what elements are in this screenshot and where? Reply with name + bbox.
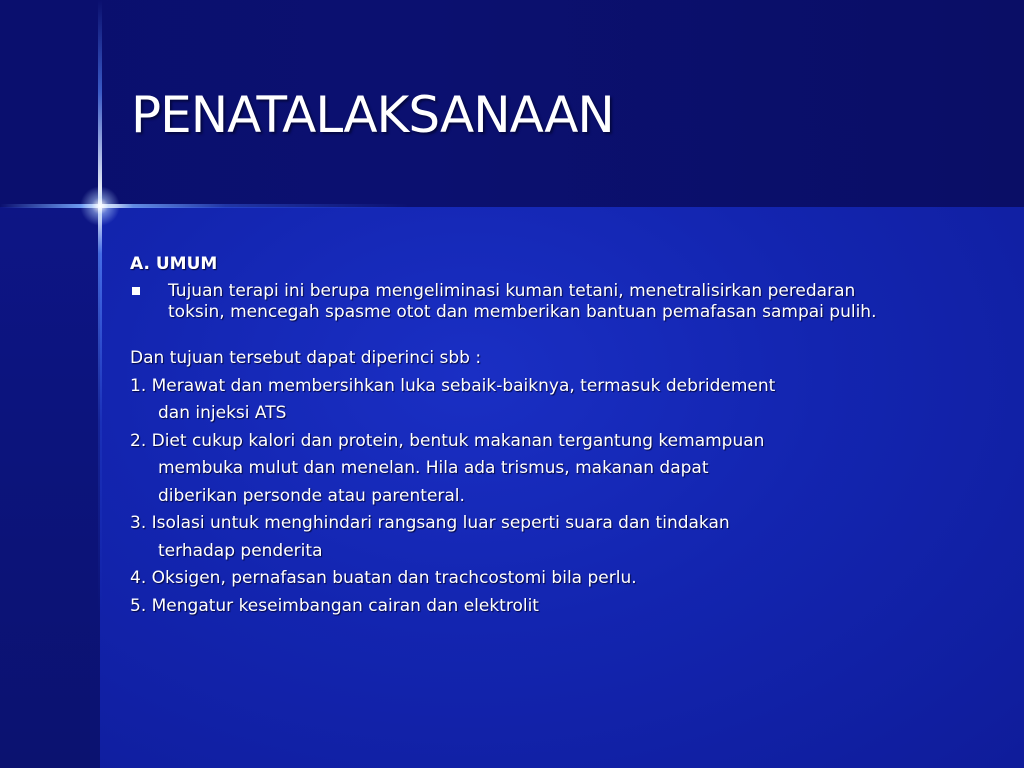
bullet-text: Tujuan terapi ini berupa mengeliminasi kuman tetani, menetralisirkan peredaran toksin, mencegah spasme otot dan memberikan bantuan pemafasan sampai pulih.	[168, 281, 877, 322]
list-item-1: 1. Merawat dan membersihkan luka sebaik-baiknya, termasuk debridement	[130, 375, 776, 396]
intro-text: Dan tujuan tersebut dapat diperinci sbb :	[130, 348, 482, 368]
vertical-light-line	[98, 0, 102, 768]
spacer	[130, 323, 990, 345]
square-bullet-icon	[132, 287, 140, 295]
list-item-2: 2. Diet cukup kalori dan protein, bentuk makanan tergantung kemampuan	[130, 430, 765, 451]
list-item-1-continuation: dan injeksi ATS	[158, 403, 287, 423]
list-item-3-continuation: terhadap penderita	[158, 540, 323, 561]
star-glow-icon	[80, 186, 120, 226]
list-item-2-continuation: membuka mulut dan menelan. Hila ada trismus, makanan dapat	[158, 458, 709, 478]
slide-title: PENATALAKSANAAN	[131, 86, 614, 144]
list-item-4: 4. Oksigen, pernafasan buatan dan trachcostomi bila perlu.	[130, 568, 637, 588]
horizontal-light-line	[0, 204, 1024, 208]
left-band-background	[0, 207, 100, 768]
list-item-3: 3. Isolasi untuk menghindari rangsang luar seperti suara dan tindakan	[130, 513, 730, 533]
bullet-item	[130, 281, 908, 323]
section-heading: A. UMUM	[130, 254, 218, 274]
slide-body	[130, 251, 990, 620]
list-item-2-continuation: diberikan personde atau parenteral.	[158, 485, 465, 506]
list-item-5: 5. Mengatur keseimbangan cairan dan elektrolit	[130, 595, 539, 616]
